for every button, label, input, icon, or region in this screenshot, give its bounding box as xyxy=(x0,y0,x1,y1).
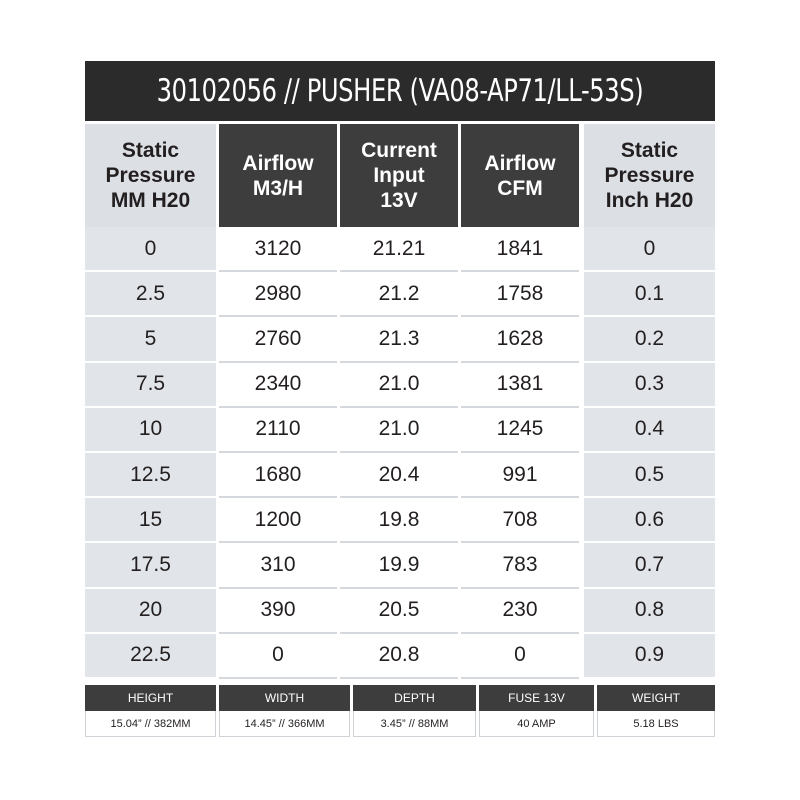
table-cell: 20.8 xyxy=(340,634,458,679)
table-cell: 0.1 xyxy=(584,272,715,317)
table-cell: 230 xyxy=(461,589,579,634)
table-cell: 991 xyxy=(461,453,579,498)
table-cell: 390 xyxy=(219,589,337,634)
spec-table xyxy=(85,685,715,737)
table-cell: 2980 xyxy=(219,272,337,317)
table-cell: 0.7 xyxy=(584,543,715,588)
spec-header: FUSE 13V xyxy=(479,685,594,711)
table-cell: 0.4 xyxy=(584,408,715,453)
table-cell: 1381 xyxy=(461,363,579,408)
table-cell: 0.5 xyxy=(584,453,715,498)
table-cell: 708 xyxy=(461,498,579,543)
column-header: Airflow CFM xyxy=(461,124,579,227)
table-title xyxy=(85,61,715,121)
table-cell: 12.5 xyxy=(85,453,216,498)
column-static-pressure-mm xyxy=(85,124,216,679)
table-cell: 310 xyxy=(219,543,337,588)
table-cell: 1245 xyxy=(461,408,579,453)
column-airflow-m3h xyxy=(219,124,337,679)
table-cell: 21.3 xyxy=(340,317,458,362)
table-cell: 20.5 xyxy=(340,589,458,634)
table-cell: 21.0 xyxy=(340,408,458,453)
table-cell: 0 xyxy=(219,634,337,679)
table-cell: 19.9 xyxy=(340,543,458,588)
table-cell: 3120 xyxy=(219,227,337,272)
spec-header: WEIGHT xyxy=(597,685,715,711)
table-cell: 17.5 xyxy=(85,543,216,588)
table-cell: 1758 xyxy=(461,272,579,317)
table-cell: 19.8 xyxy=(340,498,458,543)
table-title-text: 30102056 // PUSHER (VA08-AP71/LL-53S) xyxy=(156,73,644,109)
table-cell: 15 xyxy=(85,498,216,543)
table-cell: 2760 xyxy=(219,317,337,362)
spec-header: DEPTH xyxy=(353,685,476,711)
spec-value: 15.04” // 382MM xyxy=(85,711,216,737)
table-cell: 21.21 xyxy=(340,227,458,272)
table-cell: 783 xyxy=(461,543,579,588)
spec-header: HEIGHT xyxy=(85,685,216,711)
table-cell: 0.2 xyxy=(584,317,715,362)
table-cell: 21.0 xyxy=(340,363,458,408)
table-cell: 2.5 xyxy=(85,272,216,317)
table-cell: 21.2 xyxy=(340,272,458,317)
column-static-pressure-inch xyxy=(584,124,715,679)
table-cell: 0 xyxy=(584,227,715,272)
column-header: Static Pressure Inch H20 xyxy=(584,124,715,227)
table-cell: 2110 xyxy=(219,408,337,453)
table-cell: 1680 xyxy=(219,453,337,498)
table-cell: 0.8 xyxy=(584,589,715,634)
spec-value: 3.45” // 88MM xyxy=(353,711,476,737)
spec-value: 40 AMP xyxy=(479,711,594,737)
table-cell: 0.9 xyxy=(584,634,715,679)
spec-value: 14.45” // 366MM xyxy=(219,711,350,737)
table-cell: 0 xyxy=(85,227,216,272)
table-cell: 20 xyxy=(85,589,216,634)
spec-header-row xyxy=(85,685,715,711)
table-cell: 1200 xyxy=(219,498,337,543)
table-cell: 22.5 xyxy=(85,634,216,679)
table-cell: 5 xyxy=(85,317,216,362)
spec-header: WIDTH xyxy=(219,685,350,711)
table-cell: 2340 xyxy=(219,363,337,408)
spec-value: 5.18 LBS xyxy=(597,711,715,737)
column-header: Current Input 13V xyxy=(340,124,458,227)
column-header: Static Pressure MM H20 xyxy=(85,124,216,227)
column-current-input xyxy=(340,124,458,679)
table-cell: 10 xyxy=(85,408,216,453)
table-cell: 0.6 xyxy=(584,498,715,543)
spec-value-row xyxy=(85,711,715,737)
table-cell: 1841 xyxy=(461,227,579,272)
column-airflow-cfm xyxy=(461,124,579,679)
table-cell: 20.4 xyxy=(340,453,458,498)
table-cell: 1628 xyxy=(461,317,579,362)
table-cell: 7.5 xyxy=(85,363,216,408)
table-cell: 0.3 xyxy=(584,363,715,408)
table-cell: 0 xyxy=(461,634,579,679)
column-header: Airflow M3/H xyxy=(219,124,337,227)
